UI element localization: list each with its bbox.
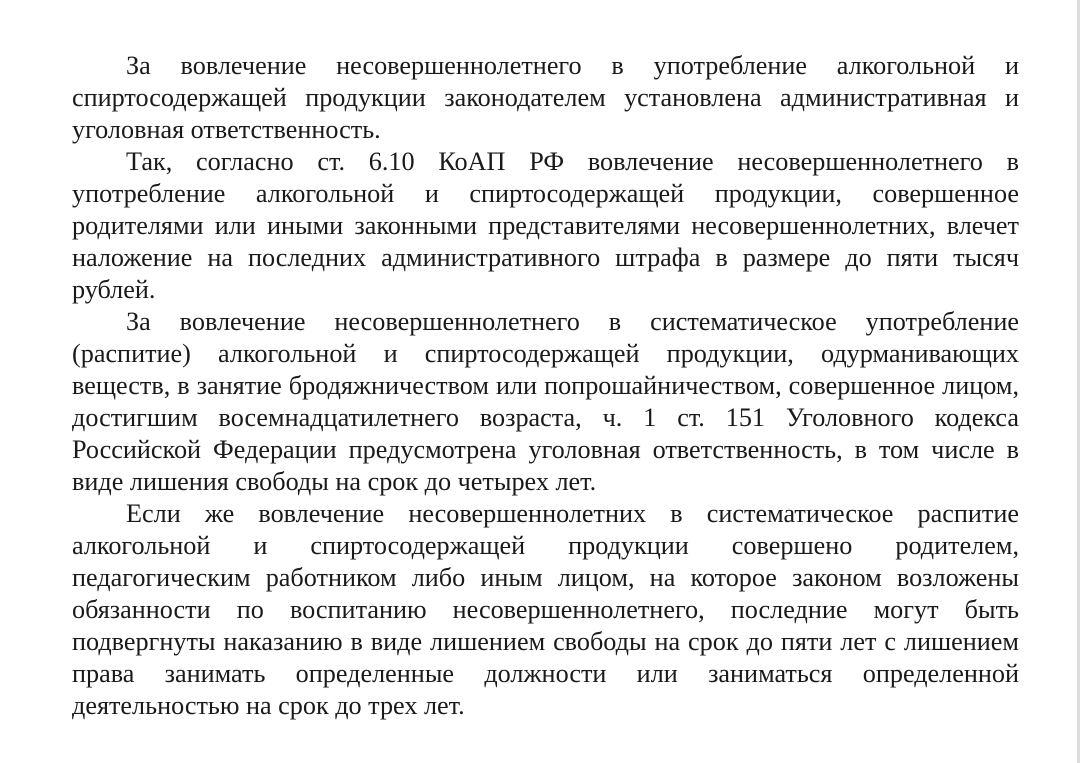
- paragraph-4: Если же вовлечение несовершеннолетних в систематическое распитие алкогольной и спиртосодержащей продукции совершено родителем, педагогическим работником либо иным лицом, на которое законом возложены обязанности по воспитанию несовершеннолетнего, последние могут быть подвергнуты наказанию в виде лишением свободы на срок до пяти лет с лишением права занимать определенные должности или заниматься определенной деятельностью на срок до трех лет.: [72, 499, 1019, 720]
- paragraph-1: За вовлечение несовершеннолетнего в употребление алкогольной и спиртосодержащей продукции законодателем установлена административная и уголовная ответственность.: [72, 51, 1019, 144]
- document-body: [72, 50, 1019, 722]
- paragraph-3: За вовлечение несовершеннолетнего в систематическое употребление (распитие) алкогольной и спиртосодержащей продукции, одурманивающих веществ, в занятие бродяжничеством или попрошайничеством, совершенное лицом, достигшим восемнадцатилетнего возраста, ч. 1 ст. 151 Уголовного кодекса Российской Федерации предусмотрена уголовная ответственность, в том числе в виде лишения свободы на срок до четырех лет.: [72, 307, 1019, 496]
- paragraph-2: Так, согласно ст. 6.10 КоАП РФ вовлечение несовершеннолетнего в употребление алкогольной и спиртосодержащей продукции, совершенное родителями или иными законными представителями несовершеннолетних, влечет наложение на последних административного штрафа в размере до пяти тысяч рублей.: [72, 147, 1019, 304]
